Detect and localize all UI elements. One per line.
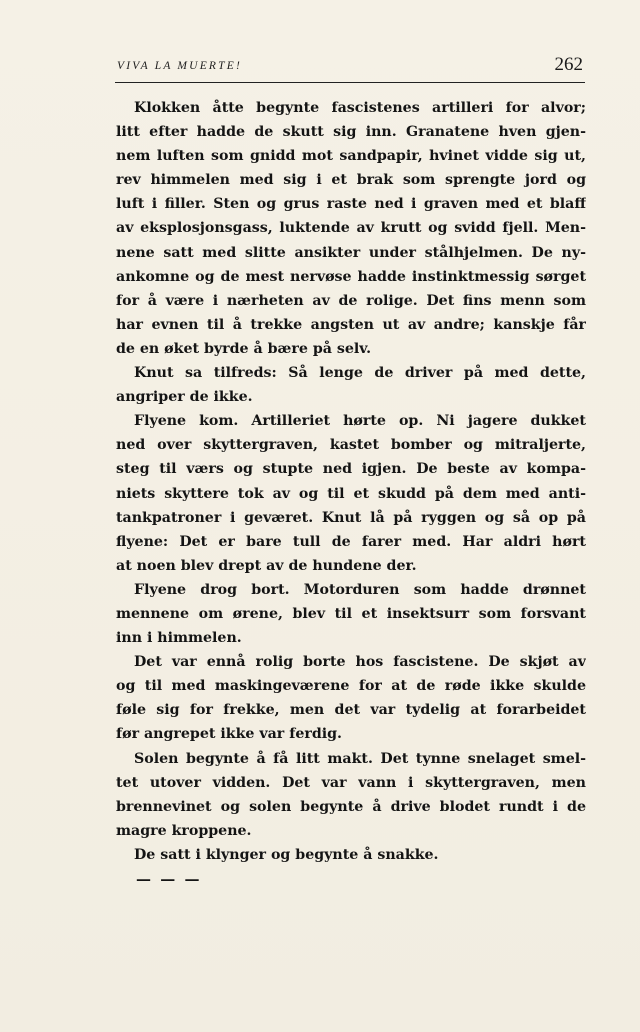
text-line: de en øket byrde å bære på selv.: [116, 340, 372, 357]
text-line: Knut sa tilfreds: Så lenge de driver på med dette,: [134, 365, 586, 382]
text-line: steg til værs og stupte ned igjen. De beste av kompa-: [116, 461, 586, 478]
section-end-mark: — — —: [136, 870, 202, 888]
running-title: VIVA LA MUERTE!: [117, 60, 242, 72]
text-line: flyene: Det er bare tull de farer med. Har aldri hørt: [116, 533, 586, 550]
text-line: Solen begynte å få litt makt. Det tynne snelaget smel-: [134, 750, 586, 767]
text-line: har evnen til å trekke angsten ut av andre; kanskje får: [116, 316, 586, 333]
running-header: [115, 54, 585, 83]
text-line: litt efter hadde de skutt sig inn. Granatene hven gjen-: [116, 124, 586, 141]
text-line: luft i filler. Sten og grus raste ned i graven med et blaff: [116, 196, 586, 213]
text-line: ned over skyttergraven, kastet bomber og mitraljerte,: [116, 437, 586, 454]
text-line: rev himmelen med sig i et brak som sprengte jord og: [116, 172, 586, 189]
text-line: føle sig for frekke, men det var tydelig at forarbeidet: [116, 702, 586, 719]
text-line: av eksplosjonsgass, luktende av krutt og svidd fjell. Men-: [116, 220, 586, 237]
text-line: inn i himmelen.: [116, 630, 242, 647]
page-number: 262: [554, 54, 583, 75]
text-line: ankomne og de mest nervøse hadde instinktmessig sørget: [116, 268, 586, 285]
text-line: Flyene kom. Artilleriet hørte op. Ni jagere dukket: [134, 413, 586, 430]
body-text: [116, 96, 586, 867]
text-line: nene satt med slitte ansikter under stålhjelmen. De ny-: [116, 244, 586, 261]
text-line: brennevinet og solen begynte å drive blodet rundt i de: [116, 798, 586, 815]
text-line: nem luften som gnidd mot sandpapir, hvinet vidde sig ut,: [116, 148, 586, 165]
text-line: angriper de ikke.: [116, 389, 253, 406]
text-line: at noen blev drept av de hundene der.: [116, 557, 417, 574]
text-line: mennene om ørene, blev til et insektsurr som forsvant: [116, 605, 586, 622]
text-line: niets skyttere tok av og til et skudd på dem med anti-: [116, 485, 586, 502]
text-line: for å være i nærheten av de rolige. Det fins menn som: [116, 292, 586, 309]
text-line: før angrepet ikke var ferdig.: [116, 726, 342, 743]
text-line: De satt i klynger og begynte å snakke.: [134, 846, 439, 863]
text-line: magre kroppene.: [116, 822, 252, 839]
text-line: Klokken åtte begynte fascistenes artilleri for alvor;: [134, 100, 586, 116]
text-line: og til med maskingeværene for at de røde ikke skulde: [116, 678, 586, 695]
text-line: Det var ennå rolig borte hos fascistene. De skjøt av: [134, 654, 586, 671]
text-line: Flyene drog bort. Motorduren som hadde drønnet: [134, 581, 586, 598]
text-line: tet utover vidden. Det var vann i skyttergraven, men: [116, 774, 586, 791]
text-line: tankpatroner i geværet. Knut lå på ryggen og så op på: [116, 509, 586, 526]
